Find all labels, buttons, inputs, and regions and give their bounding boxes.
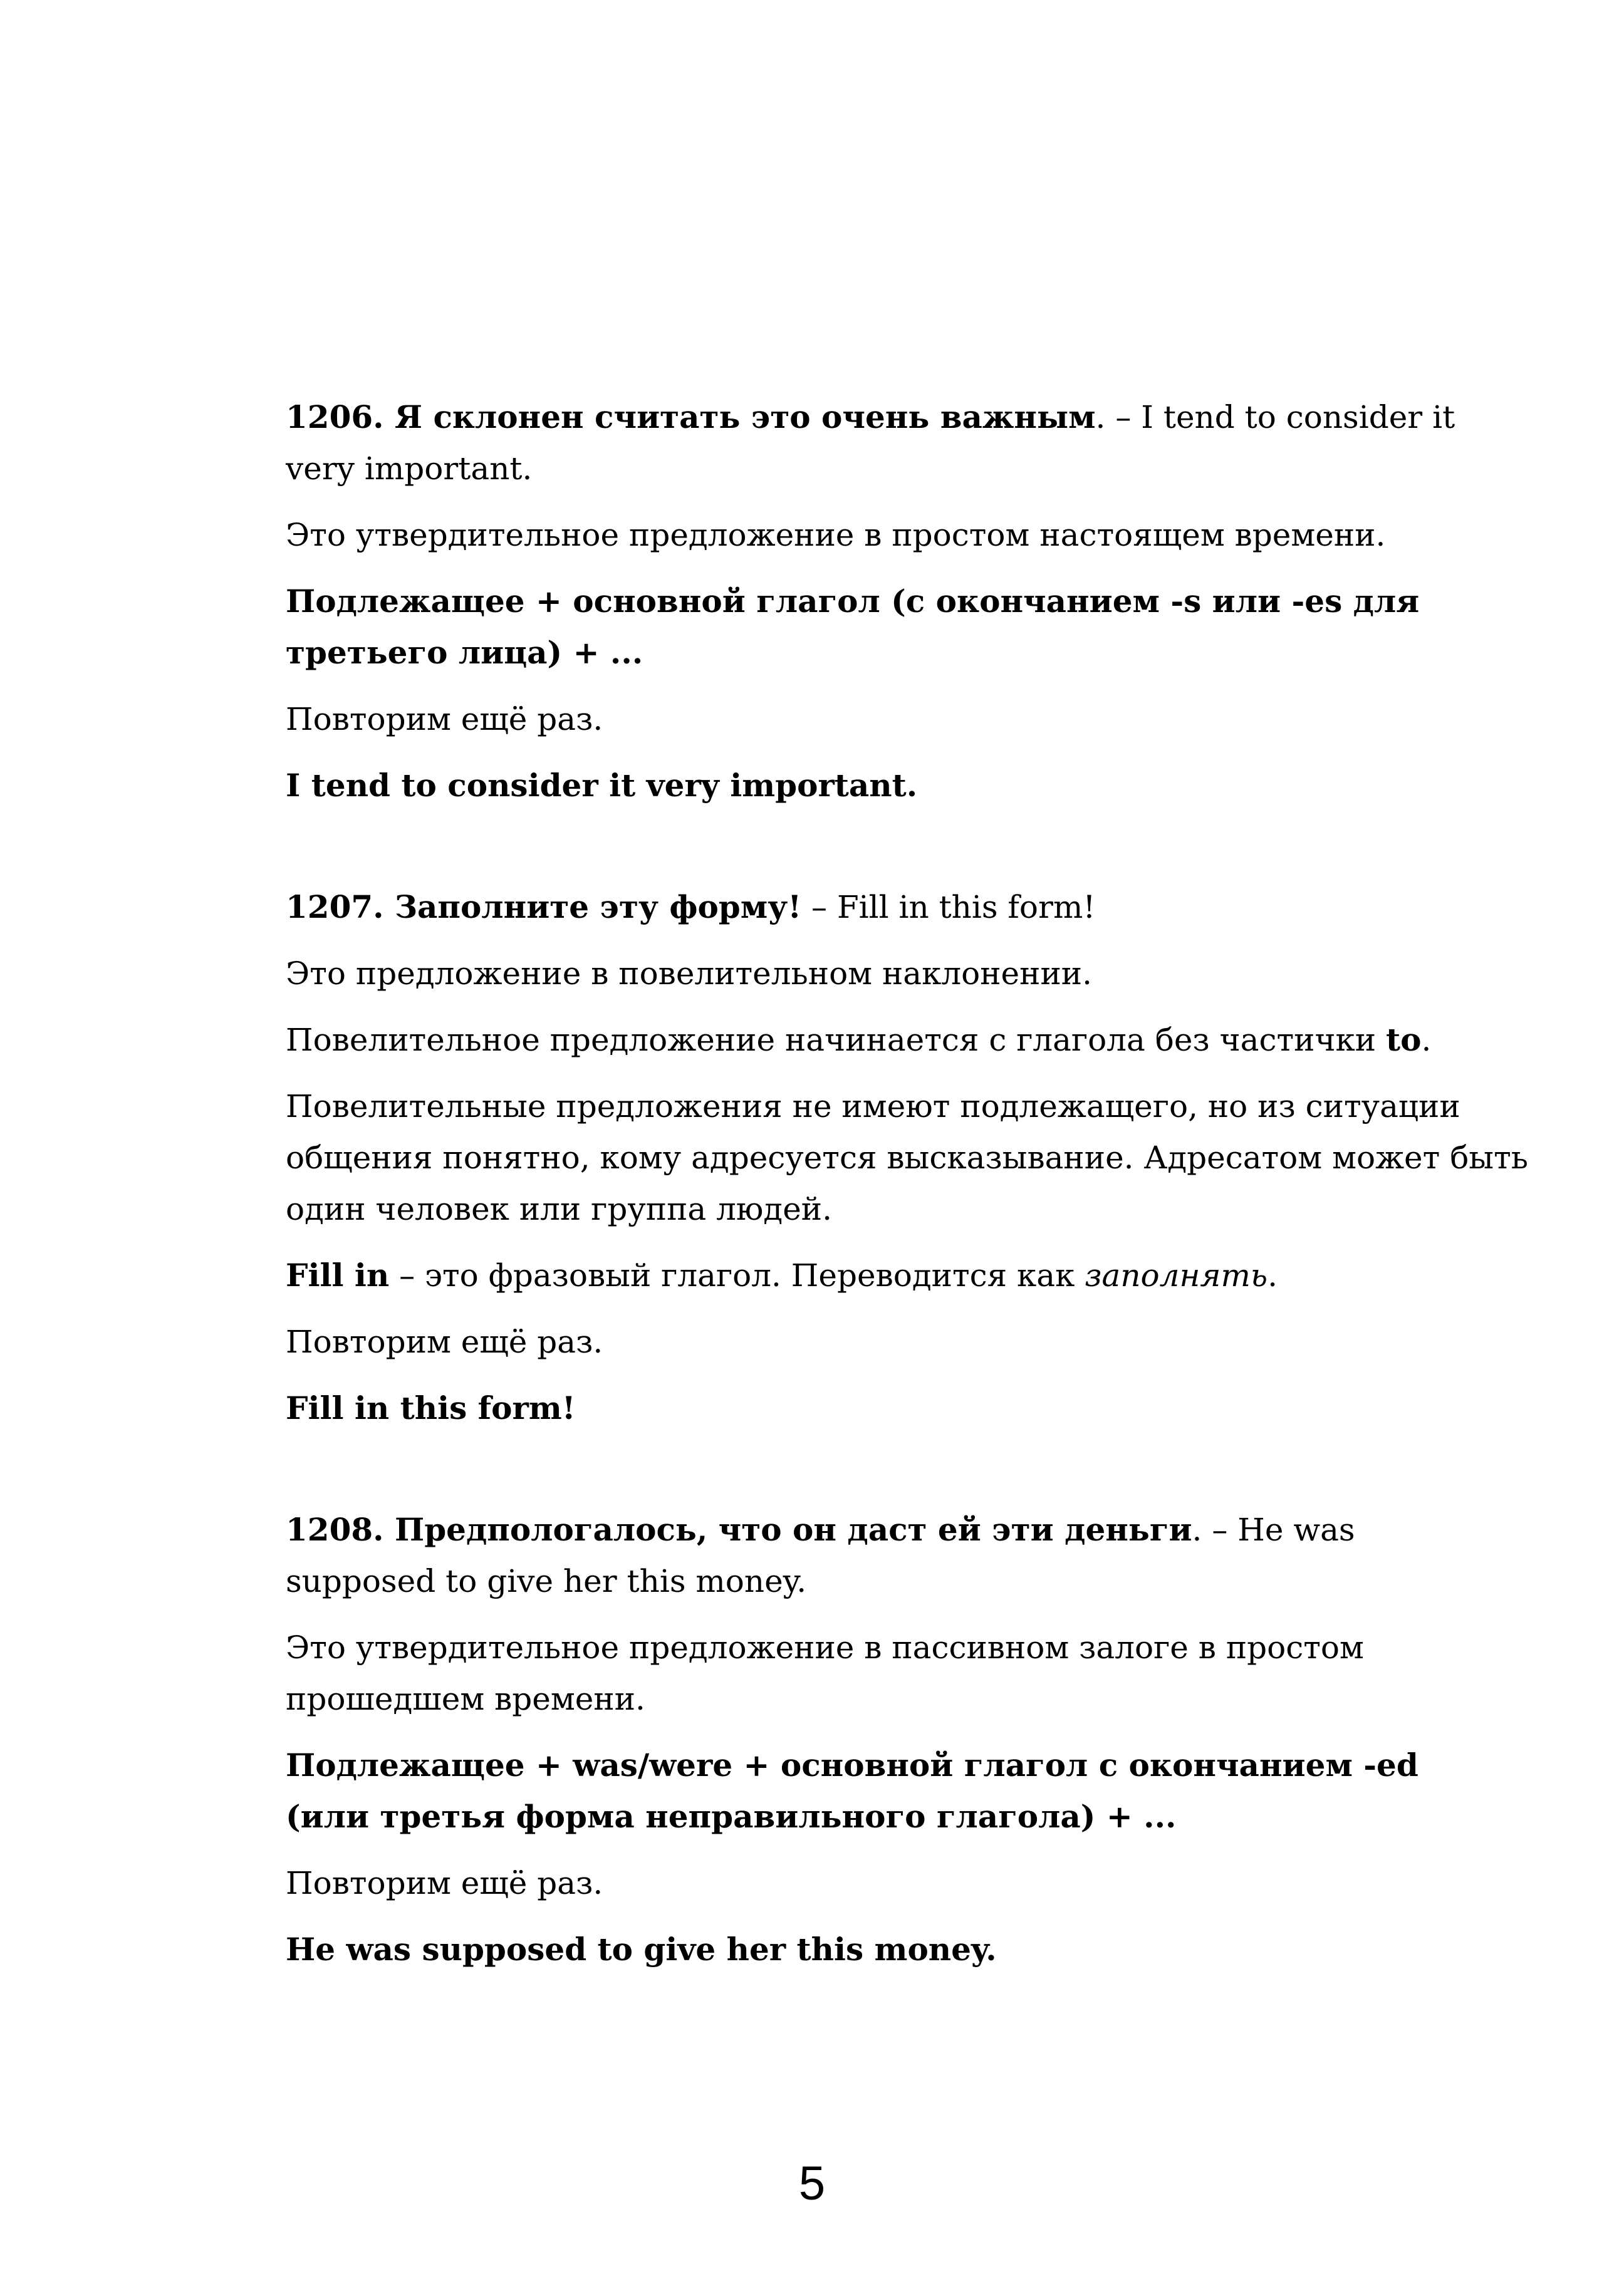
text-run: Повторим ещё раз. xyxy=(286,1865,603,1901)
text-line xyxy=(286,1383,1421,1434)
text-run: Подлежащее + основной глагол (с окончанием -s или -es для xyxy=(286,583,1420,620)
text-line xyxy=(286,693,1421,745)
paragraph xyxy=(286,1924,1421,1975)
text-line xyxy=(286,627,1421,678)
paragraph xyxy=(286,1081,1528,1235)
text-line xyxy=(286,392,1455,443)
paragraph xyxy=(286,693,1421,745)
text-run: very important. xyxy=(286,450,533,487)
text-line xyxy=(286,1673,1421,1725)
text-line xyxy=(286,1132,1528,1183)
text-line xyxy=(286,1183,1421,1235)
paragraph xyxy=(286,948,1421,999)
text-run: Это предложение в повелительном наклонении. xyxy=(286,955,1092,992)
text-line xyxy=(286,1316,1421,1368)
text-run: Повторим ещё раз. xyxy=(286,701,603,737)
paragraph xyxy=(286,1316,1421,1368)
text-run: Fill in xyxy=(286,1257,390,1294)
text-line xyxy=(286,1556,1421,1607)
paragraph xyxy=(286,509,1421,561)
text-line xyxy=(286,881,1421,933)
text-run: третьего лица) + ... xyxy=(286,634,643,671)
text-line xyxy=(286,576,1421,627)
text-run: 1207. Заполните эту форму! xyxy=(286,888,802,925)
text-line xyxy=(286,760,1421,811)
paragraph xyxy=(286,1014,1432,1066)
text-line xyxy=(286,443,1421,494)
text-run: один человек или группа людей. xyxy=(286,1191,832,1227)
text-run: . xyxy=(1421,1022,1432,1058)
text-line xyxy=(286,1740,1421,1791)
paragraph xyxy=(286,1740,1421,1842)
text-run: – Fill in this form! xyxy=(801,889,1096,925)
paragraph xyxy=(286,1857,1421,1909)
text-run: I tend to consider it very important. xyxy=(286,767,918,804)
text-run: He was supposed to give her this money. xyxy=(286,1931,997,1968)
text-line xyxy=(286,1081,1460,1132)
text-run: supposed to give her this money. xyxy=(286,1563,807,1599)
text-line xyxy=(286,948,1421,999)
text-line xyxy=(286,1250,1421,1301)
entry-paragraph xyxy=(286,881,1421,933)
text-run: Повелительные предложения не имеют подлежащего, но из ситуации xyxy=(286,1088,1460,1125)
text-run: (или третья форма неправильного глагола) + ... xyxy=(286,1798,1177,1835)
text-run: Это утвердительное предложение в пассивном залоге в простом xyxy=(286,1629,1364,1666)
paragraph xyxy=(286,392,1455,494)
text-line xyxy=(286,509,1421,561)
text-run: to xyxy=(1385,1021,1422,1058)
paragraph xyxy=(286,1622,1421,1725)
page-content xyxy=(286,392,1528,1990)
paragraph xyxy=(286,576,1421,678)
text-run: прошедшем времени. xyxy=(286,1681,645,1717)
text-line xyxy=(286,1791,1421,1842)
text-line xyxy=(286,1014,1432,1066)
paragraph xyxy=(286,1383,1421,1434)
page-number: 5 xyxy=(798,2157,826,2210)
text-run: . xyxy=(1267,1257,1278,1294)
paragraph xyxy=(286,1250,1421,1301)
text-run: – это фразовый глагол. Переводится как xyxy=(389,1257,1085,1294)
text-run: 1208. Предпологалось, что он даст ей эти деньги xyxy=(286,1511,1192,1548)
text-run: заполнять xyxy=(1085,1257,1268,1294)
text-run: Повторим ещё раз. xyxy=(286,1324,603,1360)
text-run: Повелительное предложение начинается с глагола без частички xyxy=(286,1022,1386,1058)
text-line xyxy=(286,1504,1421,1556)
text-run: 1206. Я склонен считать это очень важным xyxy=(286,398,1096,435)
text-run: . – He was xyxy=(1192,1512,1355,1548)
text-run: общения понятно, кому адресуется высказывание. Адресатом может быть xyxy=(286,1140,1528,1176)
text-line xyxy=(286,1622,1421,1673)
text-run: Fill in this form! xyxy=(286,1390,576,1426)
entry-paragraph xyxy=(286,1504,1421,1607)
paragraph xyxy=(286,760,1421,811)
text-line xyxy=(286,1857,1421,1909)
text-run: Подлежащее + was/were + основной глагол с окончанием -ed xyxy=(286,1747,1418,1784)
text-run: Это утвердительное предложение в простом настоящем времени. xyxy=(286,517,1386,553)
text-line xyxy=(286,1924,1421,1975)
text-run: . – I tend to consider it xyxy=(1095,399,1455,435)
